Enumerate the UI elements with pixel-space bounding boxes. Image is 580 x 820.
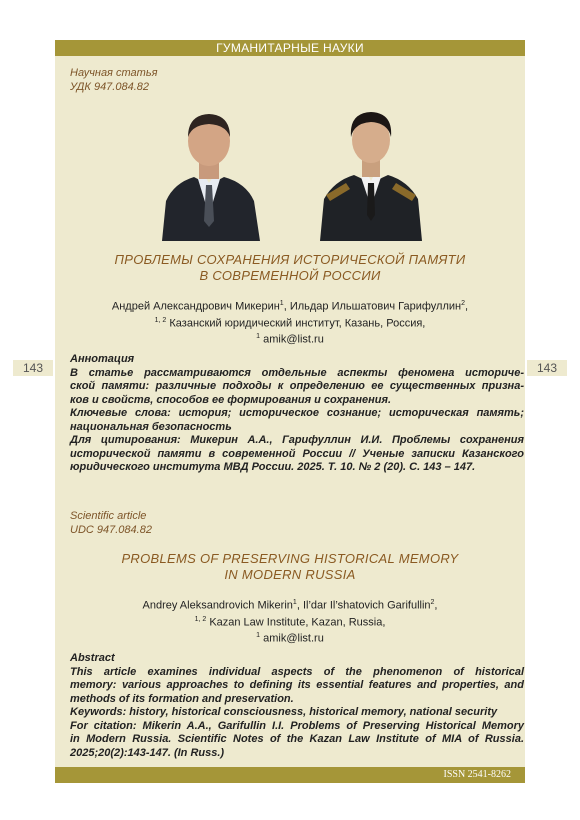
en-author-line: Andrey Aleksandrovich Mikerin$^1$, Il’dar Il’shatovich Garifullin$^2$,: [142, 599, 438, 612]
ru-article-meta: [70, 66, 157, 94]
en-email: amik@list.ru: [263, 632, 324, 645]
en-citation-line: 2025;20(2):143-147. (In Russ.): [70, 746, 225, 759]
author-portrait-1-image: [154, 103, 264, 241]
en-affiliation-sup: 1, 2: [194, 615, 207, 623]
ru-affiliation-line: [55, 314, 525, 331]
ru-citation-line: юридического института МВД России. 2025. Т. 10. № 2 (20). С. 143 – 147.: [70, 461, 476, 473]
ru-affiliation-sup: 1, 2: [154, 316, 167, 324]
section-header: ГУМАНИТАРНЫЕ НАУКИ: [55, 40, 525, 56]
en-abstract-line: memory: various approaches to defining its essential features and properties, and: [70, 679, 524, 691]
en-author-2-sup: 2: [430, 599, 435, 606]
ru-article-title: [55, 252, 525, 284]
issn-footer: ISSN 2541-8262: [55, 767, 525, 783]
ru-authors-block: [55, 297, 525, 347]
ru-affiliation: Казанский юридический институт, Казань, Россия,: [169, 317, 426, 330]
ru-citation-line: исторической памяти в современной России // Ученые записки Казанского: [70, 447, 524, 460]
en-abstract-heading: Abstract: [70, 652, 115, 664]
ru-keywords-line: национальная безопасность: [70, 420, 232, 433]
page-number-right: 143: [527, 360, 567, 376]
en-affiliation: Kazan Law Institute, Kazan, Russia,: [209, 616, 386, 629]
page-number-left: 143: [13, 360, 53, 376]
en-author-1-sup: 1: [292, 599, 297, 606]
ru-email-sup: 1: [256, 333, 261, 341]
ru-email: amik@list.ru: [263, 333, 324, 346]
en-email-sup: 1: [256, 632, 261, 640]
ru-article-type: Научная статья: [70, 67, 158, 79]
ru-abstract-line: В статье рассматриваются отдельные аспекты феномена историче-: [70, 366, 524, 379]
ru-abstract-line: ков и свойств, способов ее формирования и сохранения.: [70, 393, 392, 406]
en-article-title: [55, 551, 525, 583]
en-author-1: Andrey Aleksandrovich Mikerin: [142, 599, 293, 612]
ru-citation-line: Для цитирования: Микерин А.А., Гарифуллин И.И. Проблемы сохранения: [70, 434, 524, 446]
ru-abstract-block: [70, 353, 524, 475]
ru-abstract-heading: Аннотация: [70, 353, 135, 365]
en-abstract-line: This article examines individual aspects of the phenomenon of historical: [70, 665, 524, 678]
ru-title-line-2: В СОВРЕМЕННОЙ РОССИИ: [199, 268, 381, 283]
en-title-line-1: PROBLEMS OF PRESERVING HISTORICAL MEMORY: [121, 551, 459, 566]
en-citation-line: in Modern Russia. Scientific Notes of the Kazan Law Institute of MIA of Russia.: [70, 733, 524, 745]
ru-udc: УДК 947.084.82: [70, 81, 150, 93]
en-email-line: [55, 629, 525, 646]
ru-author-2: Ильдар Ильшатович Гарифуллин: [289, 300, 462, 313]
author-photo-mikerin: [154, 103, 264, 241]
en-affiliation-line: [55, 613, 525, 630]
en-article-type: Scientific article: [70, 510, 147, 522]
ru-title-line-1: ПРОБЛЕМЫ СОХРАНЕНИЯ ИСТОРИЧЕСКОЙ ПАМЯТИ: [114, 252, 466, 267]
en-author-2: Il’dar Il’shatovich Garifullin: [302, 599, 431, 612]
author-portrait-2-image: [316, 103, 426, 241]
author-photo-garifullin: [316, 103, 426, 241]
en-authors-block: [55, 596, 525, 646]
en-citation-line: For citation: Mikerin A.A., Garifullin I.I. Problems of Preserving Historical Memory: [70, 719, 524, 732]
en-abstract-block: [70, 652, 524, 760]
en-abstract-line: methods of its formation and preservation.: [70, 692, 294, 705]
ru-author-line: Андрей Александрович Микерин$^1$, Ильдар Ильшатович Гарифуллин$^2$,: [111, 300, 469, 313]
ru-keywords-line: Ключевые слова: история; историческое сознание; историческая память;: [70, 407, 524, 419]
ru-author-2-sup: 2: [461, 300, 466, 307]
ru-email-line: [55, 330, 525, 347]
en-title-line-2: IN MODERN RUSSIA: [224, 567, 356, 582]
en-article-meta: [70, 509, 152, 537]
en-udc: UDC 947.084.82: [70, 524, 152, 536]
ru-author-1-sup: 1: [279, 300, 284, 307]
en-keywords-line: Keywords: history, historical consciousness, historical memory, national security: [70, 706, 498, 718]
ru-abstract-line: ской памяти: различные подходы к определению ее существенных призна-: [70, 380, 524, 392]
ru-author-1: Андрей Александрович Микерин: [111, 300, 280, 313]
